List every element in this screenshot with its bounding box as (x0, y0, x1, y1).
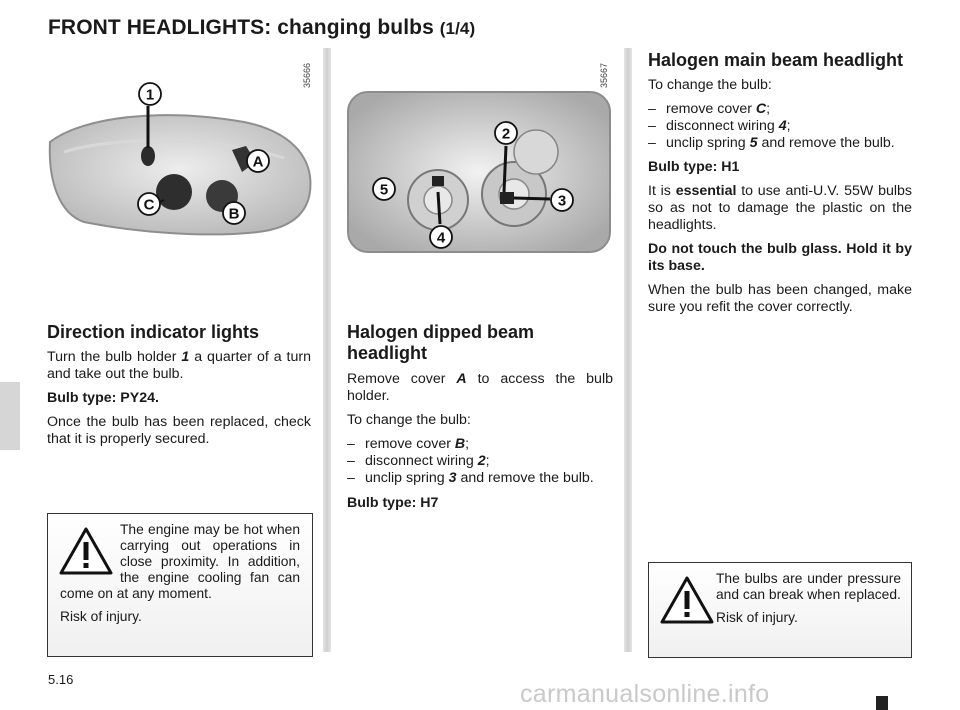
warning-risk: Risk of injury. (716, 610, 798, 625)
callout-label: 4 (436, 229, 446, 247)
paragraph (347, 371, 613, 405)
text: and remove the bulb. (757, 135, 895, 151)
text: Remove cover (347, 371, 457, 387)
text: disconnect wiring (365, 453, 478, 469)
bulb-type: Bulb type: PY24. (47, 390, 159, 406)
dipped-beam-section (347, 322, 613, 512)
text: ; (766, 101, 771, 117)
title-part: (1/4) (439, 19, 476, 38)
text: ; (786, 118, 791, 134)
warning-box-bulbs (648, 562, 912, 658)
heading-line: Halogen dipped beam (347, 322, 535, 342)
list-item: – remove cover C; (648, 101, 771, 117)
reference: B (454, 436, 466, 452)
title-main: FRONT HEADLIGHTS: changing bulbs (48, 16, 434, 39)
figure-code-left: 35666 (302, 62, 312, 88)
column-divider-left (323, 48, 331, 652)
callout-label: B (228, 205, 240, 223)
corner-mark (876, 696, 888, 710)
warning-triangle-icon (659, 575, 715, 625)
list-item: – disconnect wiring 2; (347, 453, 490, 469)
list-item: – disconnect wiring 4; (648, 118, 791, 134)
headlight-illustration-left (44, 52, 316, 300)
callout-4 (429, 225, 453, 254)
emphasis: essential (675, 183, 737, 199)
heading-line: headlight (347, 343, 427, 363)
page-title (48, 16, 475, 40)
direction-indicator-section (47, 322, 311, 448)
text: ; (465, 436, 470, 452)
bulb-type: Bulb type: H7 (347, 495, 439, 511)
text: remove cover (365, 436, 455, 452)
callout-B (222, 201, 246, 230)
callout-C (137, 192, 161, 221)
reference: C (755, 101, 767, 117)
list-item: – unclip spring 5 and remove the bulb. (648, 135, 895, 151)
callout-A (246, 149, 270, 178)
text: unclip spring (666, 135, 750, 151)
section-heading (347, 322, 613, 364)
callout-label: 5 (379, 181, 389, 199)
bulb-type: Bulb type: H1 (648, 159, 740, 175)
paragraph: To change the bulb: (347, 412, 471, 428)
warning-risk: Risk of injury. (60, 609, 142, 624)
section-heading: Direction indicator lights (47, 322, 260, 342)
callout-label: 1 (145, 86, 155, 104)
figure-code-right: 35667 (599, 62, 609, 88)
paragraph: Once the bulb has been replaced, check that it is properly secured. (47, 414, 311, 447)
reference: 4 (778, 118, 787, 134)
section-heading: Halogen main beam headlight (648, 50, 904, 70)
reference: 2 (477, 453, 486, 469)
column-divider-right (624, 48, 632, 652)
page-number: 5.16 (48, 672, 74, 687)
warning-text: The bulbs are under pressure and can break when replaced. (716, 571, 901, 602)
paragraph (648, 183, 912, 234)
main-beam-section (648, 50, 912, 316)
callout-5 (372, 177, 396, 206)
callout-label: 2 (501, 125, 511, 143)
warning-text: The engine may be hot when carrying out operations in close proximity. In addition, the engine cooling fan can come on at any moment. (60, 522, 300, 601)
reference: 5 (749, 135, 758, 151)
headlight-figure-left (44, 52, 316, 300)
callout-3 (550, 188, 574, 217)
text: to use anti-U.V. 55W bulbs so as not to damage the plastic on the headlights. (648, 183, 912, 233)
reference: A (456, 371, 467, 387)
chapter-tab (0, 382, 20, 450)
callout-label: A (252, 153, 264, 171)
steps-list (648, 101, 912, 152)
text: Turn the bulb holder (47, 349, 182, 365)
callout-1 (138, 82, 162, 111)
list-item: – unclip spring 3 and remove the bulb. (347, 470, 594, 486)
paragraph: Do not touch the bulb glass. Hold it by its base. (648, 241, 912, 274)
reference: 3 (448, 470, 457, 486)
headlight-figure-right (344, 52, 614, 300)
watermark: carmanualsonline.info (520, 680, 770, 708)
paragraph (47, 349, 311, 383)
paragraph: To change the bulb: (648, 77, 772, 93)
callout-2 (494, 121, 518, 150)
text: remove cover (666, 101, 756, 117)
list-item: – remove cover B; (347, 436, 470, 452)
text: and remove the bulb. (456, 470, 594, 486)
steps-list (347, 436, 613, 487)
reference: 1 (181, 349, 190, 365)
text: ; (485, 453, 490, 469)
headlight-illustration-right (344, 52, 614, 300)
text: unclip spring (365, 470, 449, 486)
paragraph: When the bulb has been changed, make sure you refit the cover correctly. (648, 282, 912, 315)
text: to access the bulb holder. (347, 371, 613, 404)
text: It is (648, 183, 676, 199)
callout-label: 3 (557, 192, 567, 210)
warning-box-engine (47, 513, 313, 657)
text: a quarter of a turn and take out the bulb. (47, 349, 311, 382)
callout-label: C (143, 196, 155, 214)
text: disconnect wiring (666, 118, 779, 134)
